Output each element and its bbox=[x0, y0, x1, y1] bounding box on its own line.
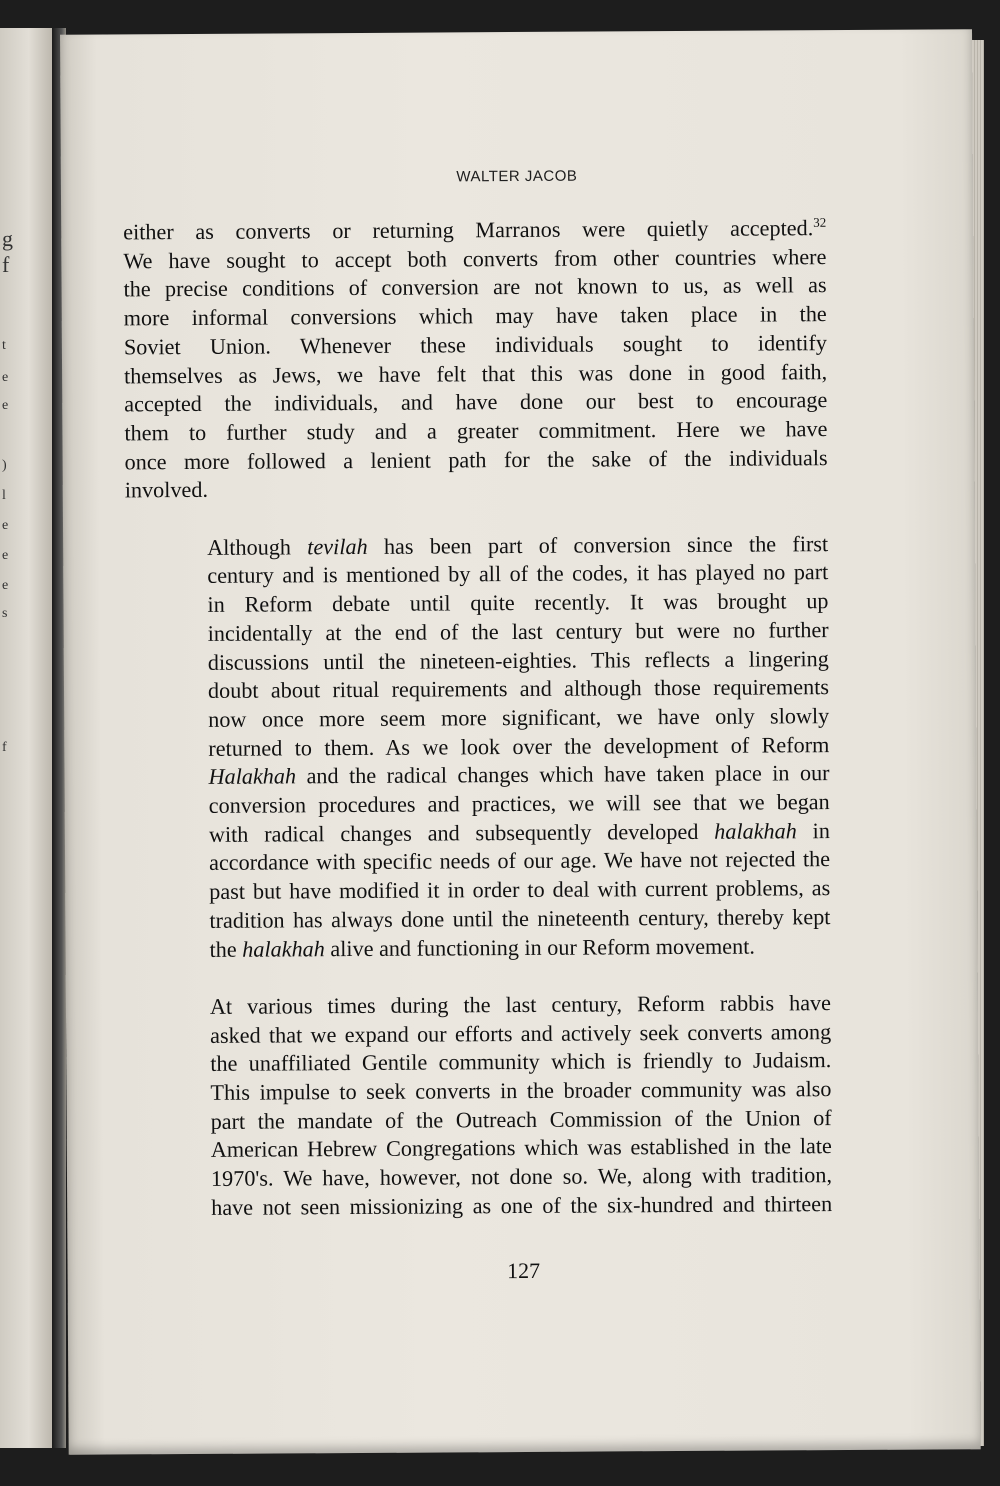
text-run: alive and functioning in our Reform movement. bbox=[324, 933, 755, 961]
text-line: incidentally at the end of the last century but were no further bbox=[207, 616, 829, 646]
body-text bbox=[123, 214, 832, 1223]
text-line: once more followed a lenient path for the sake of the individuals bbox=[124, 444, 828, 475]
text-line: At various times during the last century, Reform rabbis have bbox=[209, 990, 832, 1019]
text-line: 1970's. We have, however, not done so. We, along with tradition, bbox=[210, 1162, 833, 1192]
paragraph-3 bbox=[128, 989, 832, 1223]
text-line: discussions until the nineteen-eighties. This reflects a lingering bbox=[207, 645, 829, 675]
text-line: in Reform debate until quite recently. It was brought up bbox=[207, 588, 829, 618]
italic-term: halakhah bbox=[714, 818, 797, 844]
text-line: the precise conditions of conversion are not known to us, as well as bbox=[123, 272, 827, 302]
text-line: century and is mentioned by all of the codes, it has played no part bbox=[207, 559, 829, 589]
facing-page-glyph: l bbox=[2, 488, 6, 503]
facing-page-edge bbox=[0, 28, 52, 1448]
text-line bbox=[128, 932, 831, 965]
text-run: in bbox=[796, 817, 830, 844]
text-line: more informal conversions which may have taken place in the bbox=[123, 301, 827, 331]
italic-term: Halakhah bbox=[208, 763, 297, 790]
text-line: asked that we expand our efforts and actively seek converts among bbox=[210, 1018, 832, 1048]
facing-page-glyph: e bbox=[2, 370, 9, 385]
page-number: 127 bbox=[506, 1257, 541, 1284]
text-run: Although bbox=[207, 534, 308, 560]
text-run: with radical changes and subsequently developed bbox=[208, 818, 715, 847]
text-line: have not seen missionizing as one of the six-hundred and thirteen bbox=[211, 1190, 833, 1220]
text-line: conversion procedures and practices, we will see that we began bbox=[208, 789, 830, 818]
text-line: doubt about ritual requirements and although those requirements bbox=[207, 674, 830, 704]
facing-page-glyph: e bbox=[2, 548, 9, 563]
text-line: now once more seem more significant, we have only slowly bbox=[208, 703, 830, 732]
facing-page-glyph: ) bbox=[2, 458, 7, 473]
text-run: has been part of conversion since the first bbox=[367, 530, 829, 559]
paragraph-2 bbox=[125, 530, 831, 965]
text-run: and the radical changes which have taken place in our bbox=[295, 760, 830, 789]
text-line: tradition has always done until the nineteenth century, thereby kept bbox=[209, 903, 831, 933]
facing-page-glyph: t bbox=[2, 338, 6, 353]
text-run: either as converts or returning Marranos were quietly accepted. bbox=[123, 215, 814, 245]
text-line: the unaffiliated Gentile community which is friendly to Judaism. bbox=[210, 1047, 832, 1077]
text-line: involved. bbox=[124, 477, 209, 503]
footnote-ref: 32 bbox=[813, 214, 827, 230]
facing-page-glyph: e bbox=[2, 518, 9, 533]
text-line bbox=[126, 759, 829, 792]
paragraph-1 bbox=[123, 214, 828, 505]
text-line: returned to them. As we look over the development of Reform bbox=[208, 731, 830, 761]
text-line: them to further study and a greater commitment. Here we have bbox=[124, 416, 828, 446]
text-line: themselves as Jews, we have felt that this was done in good faith, bbox=[124, 358, 828, 388]
text-line bbox=[125, 530, 828, 563]
text-run: the bbox=[209, 936, 243, 962]
italic-term: tevilah bbox=[307, 533, 368, 560]
italic-term: halakhah bbox=[242, 935, 325, 962]
facing-page-glyph: s bbox=[2, 606, 8, 621]
text-line: accordance with specific needs of our age. We have not rejected the bbox=[208, 846, 831, 876]
facing-page-glyph: e bbox=[2, 578, 9, 593]
text-line: We have sought to accept both converts from other countries where bbox=[123, 243, 827, 274]
running-head: WALTER JACOB bbox=[456, 167, 578, 186]
facing-page-glyph: f bbox=[2, 252, 10, 277]
facing-page-glyph: f bbox=[2, 740, 7, 755]
text-line: Soviet Union. Whenever these individuals sought to identify bbox=[123, 329, 827, 360]
facing-page-glyph: e bbox=[2, 398, 9, 413]
facing-page-glyph: g bbox=[2, 226, 13, 251]
text-line: This impulse to seek converts in the broader community was also bbox=[210, 1076, 832, 1105]
book-page bbox=[60, 29, 981, 1455]
text-line bbox=[123, 214, 826, 247]
text-line: American Hebrew Congregations which was established in the late bbox=[210, 1133, 832, 1163]
text-line: part the mandate of the Outreach Commission of the Union of bbox=[210, 1104, 832, 1134]
text-line bbox=[127, 817, 830, 850]
text-line: accepted the individuals, and have done our best to encourage bbox=[124, 387, 828, 417]
text-line: past but have modified it in order to deal with current problems, as bbox=[209, 875, 831, 905]
